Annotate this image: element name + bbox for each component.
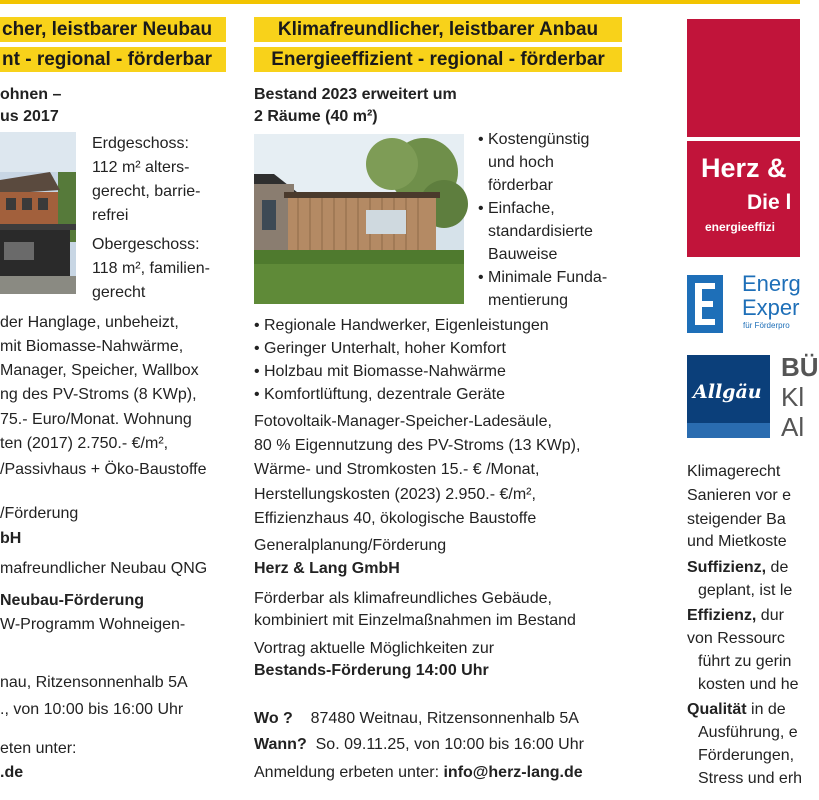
bullet-2: • Geringer Unterhalt, hoher Komfort xyxy=(254,340,506,357)
left-subtitle-1: ohnen – xyxy=(0,86,62,103)
side-bullet-2-line-3: Bauweise xyxy=(488,246,558,263)
middle-company: Herz & Lang GmbH xyxy=(254,560,400,577)
side-bullet-1-line-2: und hoch xyxy=(488,154,554,171)
left-line-5: 75.- Euro/Monat. Wohnung xyxy=(0,411,192,428)
bullet-4: • Komfortlüftung, dezentrale Geräte xyxy=(254,386,506,403)
left-line-7: /Passivhaus + Öko-Baustoffe xyxy=(0,461,207,478)
left-floor-2: 112 m² alters- xyxy=(92,159,190,176)
side-bullet-2: • Einfache, xyxy=(478,200,555,217)
allgaeu-text-3: Al xyxy=(781,412,805,442)
left-floor-7: gerecht xyxy=(92,284,146,301)
side-bullet-1-line-3: förderbar xyxy=(488,177,553,194)
middle-subtitle-2: 2 Räume (40 m²) xyxy=(254,108,378,125)
middle-para-4: Herstellungskosten (2023) 2.950.- €/m², xyxy=(254,486,536,503)
energie-text-3: für Förderpro xyxy=(743,321,790,330)
bullet-1: • Regionale Handwerker, Eigenleistungen xyxy=(254,317,549,334)
left-floor-6: 118 m², familien- xyxy=(92,260,210,277)
side-bullet-1: • Kostengünstig xyxy=(478,131,590,148)
right-line: Stress und erh xyxy=(698,770,803,787)
allgaeu-text-2: Kl xyxy=(781,382,805,412)
left-house-photo xyxy=(0,132,76,294)
registration-email-link[interactable]: info@herz-lang.de xyxy=(443,764,583,781)
middle-headline-1: Klimafreundlicher, leistbarer Anbau xyxy=(254,17,622,42)
right-line: und Mietkoste xyxy=(687,533,787,550)
right-line: Effizienz, dur xyxy=(687,607,784,624)
right-line: Suffizienz, de xyxy=(687,559,789,576)
left-plan-label: /Förderung xyxy=(0,505,79,522)
middle-para-2: 80 % Eigennutzung des PV-Stroms (13 KWp), xyxy=(254,437,581,454)
left-neubau-1: mafreundlicher Neubau QNG xyxy=(0,560,208,577)
left-registration-1: eten unter: xyxy=(0,740,77,757)
left-neubau-bold: Neubau-Förderung xyxy=(0,592,144,609)
side-bullet-2-line-2: standardisierte xyxy=(488,223,593,240)
right-line: steigender Ba xyxy=(687,511,786,528)
middle-para-3: Wärme- und Stromkosten 15.- € /Monat, xyxy=(254,461,540,478)
left-registration-2: .de xyxy=(0,764,24,781)
left-headline-1: cher, leistbarer Neubau xyxy=(0,17,226,42)
middle-para-1: Fotovoltaik-Manager-Speicher-Ladesäule, xyxy=(254,413,552,430)
left-line-6: ten (2017) 2.750.- €/m², xyxy=(0,435,169,452)
left-neubau-2: W-Programm Wohneigen- xyxy=(0,616,186,633)
left-headline-2: nt - regional - förderbar xyxy=(0,47,226,72)
allgaeu-text-1: BÜ xyxy=(781,352,819,382)
middle-plan-label: Generalplanung/Förderung xyxy=(254,537,447,554)
side-bullet-3: • Minimale Funda- xyxy=(478,269,608,286)
brand-logo-block xyxy=(687,19,800,257)
left-company: bH xyxy=(0,530,22,547)
right-line: kosten und he xyxy=(698,676,799,693)
middle-subtitle-1: Bestand 2023 erweitert um xyxy=(254,86,457,103)
left-subtitle-2: us 2017 xyxy=(0,108,59,125)
left-time: ., von 10:00 bis 16:00 Uhr xyxy=(0,701,184,718)
right-line: führt zu gerin xyxy=(698,653,792,670)
brand-tagline: energieeffizi xyxy=(705,220,776,234)
right-line: Qualität in de xyxy=(687,701,786,718)
right-line: Sanieren vor e xyxy=(687,487,792,504)
brand-subtitle: Die l xyxy=(747,191,792,214)
energie-e-icon xyxy=(687,275,723,333)
middle-foerder-1: Förderbar als klimafreundliches Gebäude, xyxy=(254,590,552,607)
left-line-1: der Hanglage, unbeheizt, xyxy=(0,314,179,331)
side-bullet-3-line-2: mentierung xyxy=(488,292,569,309)
middle-where: Wo ? 87480 Weitnau, Ritzensonnenhalb 5A xyxy=(254,710,579,727)
middle-annex-photo xyxy=(254,134,464,304)
bullet-3: • Holzbau mit Biomasse-Nahwärme xyxy=(254,363,506,380)
middle-para-5: Effizienzhaus 40, ökologische Baustoffe xyxy=(254,510,537,527)
right-line: Förderungen, xyxy=(698,747,795,764)
middle-vortrag-bold: Bestands-Förderung 14:00 Uhr xyxy=(254,662,489,679)
middle-headline-2: Energieeffizient - regional - förderbar xyxy=(254,47,622,72)
left-floor-1: Erdgeschoss: xyxy=(92,135,189,152)
brand-name: Herz & xyxy=(701,153,787,183)
right-line: geplant, ist le xyxy=(698,582,793,599)
allgaeu-logo: Allgäu xyxy=(687,355,770,438)
middle-vortrag: Vortrag aktuelle Möglichkeiten zur xyxy=(254,640,495,657)
middle-foerder-2: kombiniert mit Einzelmaßnahmen im Bestand xyxy=(254,612,576,629)
left-floor-4: refrei xyxy=(92,207,129,224)
left-line-4: ng des PV-Stroms (8 KWp), xyxy=(0,386,197,403)
left-line-3: Manager, Speicher, Wallbox xyxy=(0,362,199,379)
energie-text-2: Exper xyxy=(742,295,800,320)
middle-registration: Anmeldung erbeten unter: info@herz-lang.de xyxy=(254,764,583,781)
right-line: von Ressourc xyxy=(687,630,785,647)
left-floor-5: Obergeschoss: xyxy=(92,236,200,253)
right-line: Klimagerecht xyxy=(687,463,781,480)
middle-when: Wann? So. 09.11.25, von 10:00 bis 16:00 Uhr xyxy=(254,736,584,753)
left-floor-3: gerecht, barrie- xyxy=(92,183,201,200)
left-line-2: mit Biomasse-Nahwärme, xyxy=(0,338,184,355)
left-address: nau, Ritzensonnenhalb 5A xyxy=(0,674,188,691)
top-yellow-rule xyxy=(0,0,800,4)
energie-experten-logo xyxy=(687,273,800,333)
right-line: Ausführung, e xyxy=(698,724,798,741)
energie-text-1: Energ xyxy=(742,271,801,296)
